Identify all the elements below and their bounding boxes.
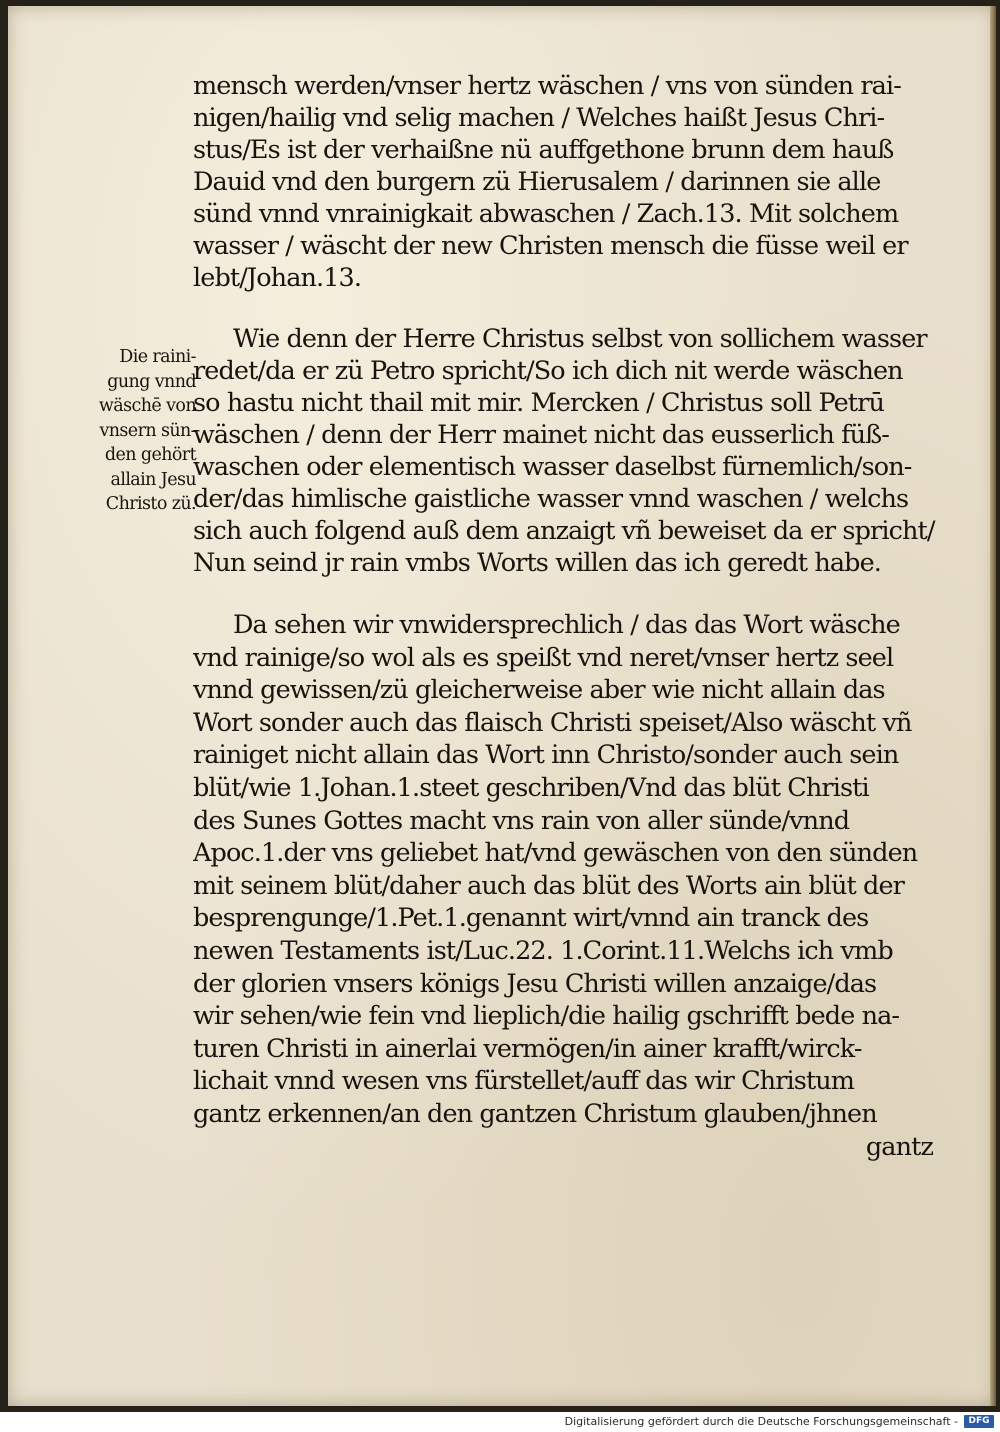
text-line: Dauid vnd den burgern zü Hierusalem / darinnen sie alle xyxy=(193,167,881,197)
text-line: mit seinem blüt/daher auch das blüt des Worts ain blüt der xyxy=(193,870,904,901)
text-line: Wort sonder auch das flaisch Christi speiset/Also wäscht vñ xyxy=(193,707,912,738)
text-line: Wie denn der Herre Christus selbst von sollichem wasser xyxy=(233,324,927,354)
margin-note-line: Die raini- xyxy=(119,347,196,367)
text-line: gantz erkennen/an den gantzen Christum glauben/jhnen xyxy=(193,1098,877,1129)
paragraph-2 xyxy=(193,323,943,579)
text-line: vnd rainige/so wol als es speißt vnd neret/vnser hertz seel xyxy=(193,642,894,673)
text-line: Nun seind jr rain vmbs Worts willen das ich geredt habe. xyxy=(193,548,882,578)
margin-note-line: allain Jesu xyxy=(110,469,196,490)
margin-note-line: wäschē von xyxy=(98,396,196,416)
funding-credit: Digitalisierung gefördert durch die Deutsche Forschungsgemeinschaft - xyxy=(564,1415,958,1428)
dfg-logo: DFG xyxy=(964,1415,994,1428)
text-line: wäschen / denn der Herr mainet nicht das eusserlich füß- xyxy=(193,420,889,450)
text-line: lichait vnnd wesen vns fürstellet/auff das wir Christum xyxy=(193,1066,855,1097)
text-line: sünd vnnd vnrainigkait abwaschen / Zach.13. Mit solchem xyxy=(193,199,899,229)
text-line: wir sehen/wie fein vnd lieplich/die hailig gschrifft bede na- xyxy=(193,1001,900,1032)
text-line: vnnd gewissen/zü gleicherweise aber wie nicht allain das xyxy=(193,675,885,706)
text-line: der/das himlische gaistliche wasser vnnd waschen / welchs xyxy=(193,484,909,514)
margin-note-line: vnsern sün- xyxy=(99,420,196,441)
margin-note xyxy=(74,345,200,517)
text-line: wasser / wäscht der new Christen mensch die füsse weil er xyxy=(193,231,908,261)
text-line: besprengunge/1.Pet.1.genannt wirt/vnnd ain tranck des xyxy=(193,903,869,934)
text-line: Da sehen wir vnwidersprechlich / das das Wort wäsche xyxy=(233,610,900,640)
margin-note-line: gung vnnd xyxy=(107,371,196,392)
text-line: stus/Es ist der verhaißne nü auffgethone brunn dem hauß xyxy=(193,135,894,165)
text-line: rainiget nicht allain das Wort inn Christo/sonder auch sein xyxy=(193,740,899,771)
paragraph-1 xyxy=(193,70,943,294)
page-edge xyxy=(990,6,996,1406)
margin-note-line: Christo zü. xyxy=(105,494,196,514)
text-line: blüt/wie 1.Johan.1.steet geschriben/Vnd das blüt Christi xyxy=(193,772,869,803)
text-line: turen Christi in ainerlai vermögen/in ainer krafft/wirck- xyxy=(193,1033,862,1064)
paragraph-3 xyxy=(193,609,943,1163)
text-line: nigen/hailig vnd selig machen / Welches haißt Jesus Chri- xyxy=(193,103,885,133)
footer-bar xyxy=(0,1412,1000,1432)
text-line: sich auch folgend auß dem anzaigt vñ beweiset da er spricht/ xyxy=(193,516,935,546)
text-line: waschen oder elementisch wasser daselbst fürnemlich/son- xyxy=(193,452,912,482)
text-line: so hastu nicht thail mit mir. Mercken / Christus soll Petrū xyxy=(193,388,884,418)
text-line: redet/da er zü Petro spricht/So ich dich nit werde wäschen xyxy=(193,356,903,386)
text-line: newen Testaments ist/Luc.22. 1.Corint.11.Welchs ich vmb xyxy=(193,935,893,966)
text-line: des Sunes Gottes macht vns rain von aller sünde/vnnd xyxy=(193,805,850,836)
catchword: gantz xyxy=(865,1131,933,1162)
text-line: lebt/Johan.13. xyxy=(193,263,362,293)
text-line: der glorien vnsers königs Jesu Christi willen anzaige/das xyxy=(193,968,877,999)
text-line: Apoc.1.der vns geliebet hat/vnd gewäschen von den sünden xyxy=(193,838,918,869)
text-line: mensch werden/vnser hertz wäschen / vns von sünden rai- xyxy=(193,71,901,101)
margin-note-line: den gehört xyxy=(104,445,196,465)
